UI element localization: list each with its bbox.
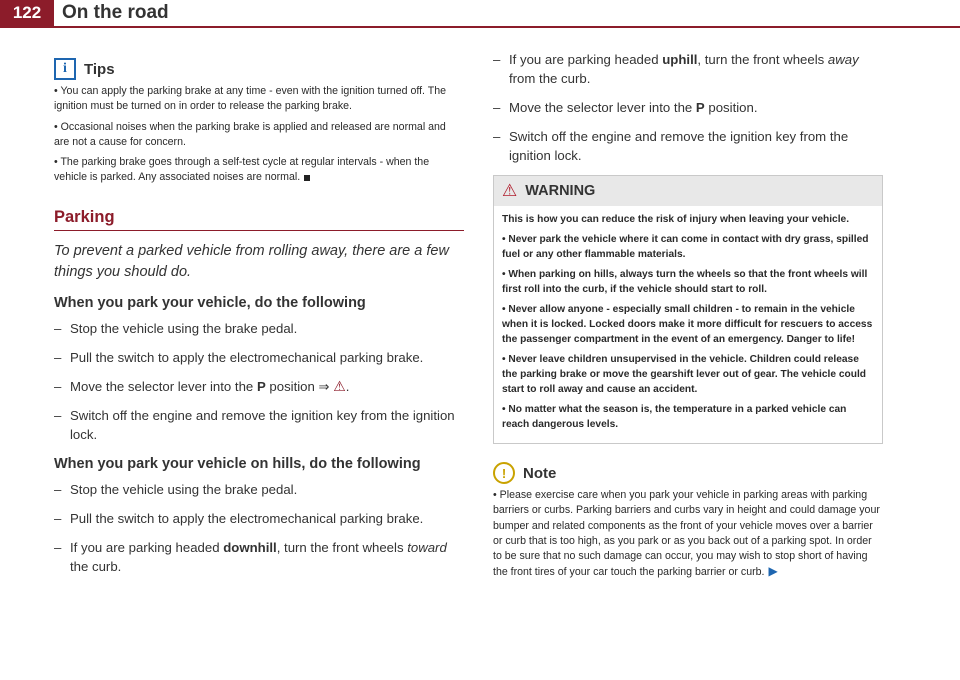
continue-arrow-icon: ▶ (768, 564, 778, 579)
page-number: 122 (0, 0, 54, 26)
warning-item: • Never park the vehicle where it can come in contact with dry grass, spilled fuel or any other flammable materials. (502, 234, 869, 260)
hill-parking-heading: When you park your vehicle on hills, do the following (54, 455, 421, 472)
warning-item: • Never leave children unsupervised in the vehicle. Children could release the parking brake or move the gearshift lever out of gear. The vehicle could start to roll away and cause an accident. (502, 354, 867, 395)
warning-item: • No matter what the season is, the temperature in a parked vehicle can reach dangerous levels. (502, 404, 847, 430)
note-text: • Please exercise care when you park your vehicle in parking areas with parking barriers or curbs. Parking barriers and curbs vary in height and could damage your bumper and related components as the front of your vehicle moves over a barrier or curb that is too high, as you park or as you back out of a parking spot. In order to be sure that no such damage can occur, you may wish to stop short of having the front tires of your car touch the parking barrier or curb. ▶ (493, 489, 880, 579)
warning-box (493, 175, 883, 444)
warning-body (494, 206, 882, 443)
section-title: On the road (62, 2, 169, 23)
end-of-section-mark (304, 175, 310, 181)
caution-circle-icon: ! (493, 462, 515, 484)
warning-triangle-icon: ⚠ (333, 377, 346, 394)
list-item: – Stop the vehicle using the brake pedal. (54, 319, 464, 338)
left-column (54, 50, 464, 586)
tips-label: Tips (84, 60, 115, 78)
page-header (0, 0, 960, 26)
warning-item: This is how you can reduce the risk of injury when leaving your vehicle. (502, 214, 850, 225)
warning-triangle-icon: ⚠ (502, 181, 518, 200)
list-item: – Move the selector lever into the P position. (493, 98, 883, 117)
tip-item: • The parking brake goes through a self-test cycle at regular intervals - when the vehicle is parked. Any associated noises are normal. (54, 156, 430, 184)
list-item: – Switch off the engine and remove the ignition key from the ignition lock. (54, 406, 464, 444)
hill-parking-steps-continued (493, 50, 883, 165)
warning-title: WARNING (525, 183, 596, 199)
list-item: – If you are parking headed uphill, turn the front wheels away from the curb. (493, 50, 883, 88)
note-header (493, 462, 883, 484)
warning-item: • When parking on hills, always turn the wheels so that the front wheels will first roll into the curb, if the vehicle should start to roll. (502, 269, 868, 295)
tip-item: • Occasional noises when the parking brake is applied and released are normal and are not a cause for concern. (54, 120, 446, 148)
tip-item: • You can apply the parking brake at any time - even with the ignition turned off. The ignition must be turned on in order to release the parking brake. (54, 85, 447, 113)
list-item: – Switch off the engine and remove the ignition key from the ignition lock. (493, 127, 883, 165)
warning-header (494, 176, 882, 206)
list-item: – If you are parking headed downhill, turn the front wheels toward the curb. (54, 538, 464, 576)
list-item: – Stop the vehicle using the brake pedal. (54, 480, 464, 499)
list-item: – Move the selector lever into the P position ⇒ ⚠. (54, 377, 464, 396)
list-item: – Pull the switch to apply the electromechanical parking brake. (54, 509, 464, 528)
list-item: – Pull the switch to apply the electromechanical parking brake. (54, 348, 464, 367)
flat-parking-steps (54, 319, 464, 444)
parking-intro: To prevent a parked vehicle from rolling away, there are a few things you should do. (54, 242, 449, 280)
warning-item: • Never allow anyone - especially small children - to remain in the vehicle when it is locked. Locked doors make it more difficult for rescuers to access the passenger compartment in the event of an emergency. Danger to life! (502, 304, 873, 345)
info-icon: i (54, 58, 76, 80)
flat-parking-heading: When you park your vehicle, do the following (54, 294, 366, 311)
right-column (493, 50, 883, 581)
hill-parking-steps (54, 480, 464, 576)
note-label: Note (523, 464, 557, 482)
tips-header (54, 58, 464, 80)
header-rule (0, 26, 960, 28)
parking-heading: Parking (54, 208, 464, 231)
